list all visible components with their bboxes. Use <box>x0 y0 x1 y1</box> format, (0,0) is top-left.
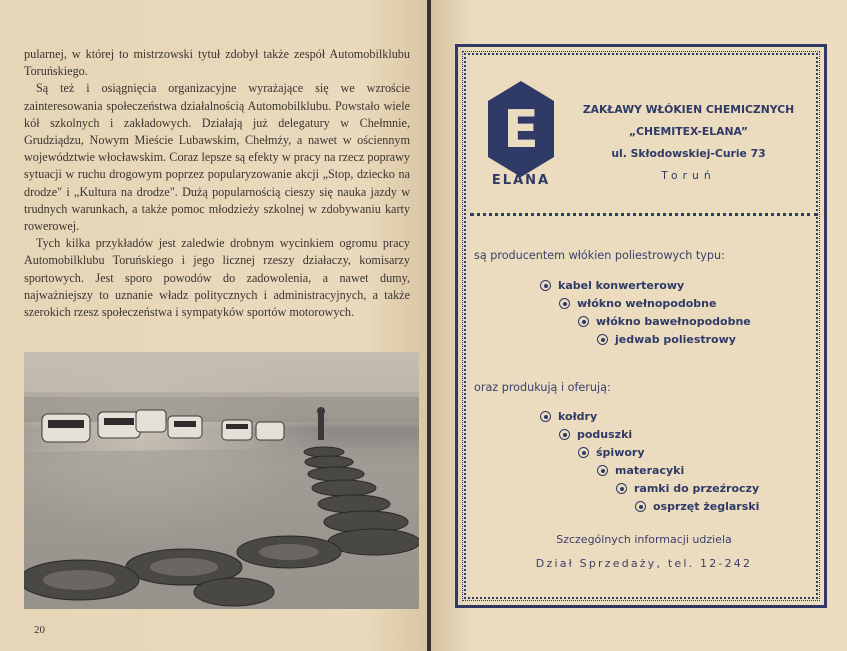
circle-bullet-icon <box>597 465 608 476</box>
offer-item <box>597 464 684 477</box>
company-city: Toruń <box>661 169 716 182</box>
offer-label: poduszki <box>577 428 633 441</box>
offer-item <box>616 482 759 495</box>
advertisement <box>458 47 830 611</box>
product-label: kabel konwerterowy <box>558 279 685 292</box>
circle-bullet-icon <box>616 483 627 494</box>
company-name: ZAKŁAWY WŁÓKIEN CHEMICZNYCH <box>582 103 795 116</box>
page-number: 20 <box>34 624 45 636</box>
paragraph-1: pularnej, w której to mistrzowski tytuł zdobył także zespół Automobilklubu Toruńskiego. <box>24 47 410 79</box>
offer-label: śpiwory <box>596 446 645 459</box>
circle-bullet-icon <box>559 298 570 309</box>
circle-bullet-icon <box>578 447 589 458</box>
company-block <box>576 99 801 187</box>
products-intro: są producentem włókien poliestrowych typu: <box>474 249 725 262</box>
info-line: Szczególnych informacji udziela <box>556 533 732 546</box>
logo-letter: E <box>503 100 539 160</box>
product-item <box>597 333 736 346</box>
logo-text: ELANA <box>491 173 551 188</box>
company-brand: „CHEMITEX-ELANA” <box>629 125 748 138</box>
company-address: ul. Skłodowskiej-Curie 73 <box>611 147 766 160</box>
circle-bullet-icon <box>559 429 570 440</box>
product-item <box>578 315 751 328</box>
offer-label: materacyki <box>615 464 685 477</box>
circle-bullet-icon <box>635 501 646 512</box>
right-page <box>431 0 847 651</box>
elana-logo-icon <box>486 79 556 179</box>
offer-item <box>635 500 759 513</box>
product-label: włókno wełnopodobne <box>577 297 717 310</box>
circle-bullet-icon <box>540 411 551 422</box>
offer-label: kołdry <box>558 410 598 423</box>
offer-item <box>578 446 645 459</box>
circle-bullet-icon <box>578 316 589 327</box>
product-label: jedwab poliestrowy <box>615 333 736 346</box>
offer-item <box>540 410 597 423</box>
offers-intro: oraz produkują i oferują: <box>474 381 611 394</box>
product-label: włókno bawełnopodobne <box>596 315 751 328</box>
paragraph-2: Są też i osiągnięcia organizacyjne wyrażające się we wzroście zainteresowania społeczeństwa działalnością Automobilklubu. Powstało wiele kół szkolnych i zakładowych. Działają już delegatury w Chełmnie, Grudziądzu, Nowym Mieście Lubawskim, Chełmży, a nawet w ościennym województwie włocławskim. Coraz lepsze są efekty w pracy na rzecz poprawy sytuacji w ruchu drogowym poprzez popularyzowanie akcji „Stop, dziecko na drodze" i „Kultura na drodze". Dużą popularnością cieszy się nauka jazdy w trudnych warunkach, a także pomoc młodzieży szkolnej w zdobywaniu karty rowerowej. <box>24 81 410 234</box>
paragraph-3: Tych kilka przykładów jest zaledwie drobnym wycinkiem ogromu pracy Automobilklubu Toruńskiego i jego licznej rzeszy działaczy, komisarzy sportowych. Jest sporo powodów do zadowolenia, a nawet dumy, najważniejszy to uznanie władz politycznych i administracyjnych, a także szerokich rzesz społeczeństwa i sympatyków sportów motorowych. <box>24 236 410 320</box>
article-text <box>24 46 410 321</box>
circle-bullet-icon <box>540 280 551 291</box>
rally-photo <box>24 352 419 609</box>
product-item <box>559 297 716 310</box>
offer-label: osprzęt żeglarski <box>653 500 760 513</box>
offer-item <box>559 428 632 441</box>
dotted-divider <box>470 213 818 216</box>
circle-bullet-icon <box>597 334 608 345</box>
offer-label: ramki do przeźroczy <box>634 482 760 495</box>
sales-contact: Dział Sprzedaży, tel. 12-242 <box>535 557 753 570</box>
product-item <box>540 279 684 292</box>
advertisement-frame <box>455 44 827 608</box>
